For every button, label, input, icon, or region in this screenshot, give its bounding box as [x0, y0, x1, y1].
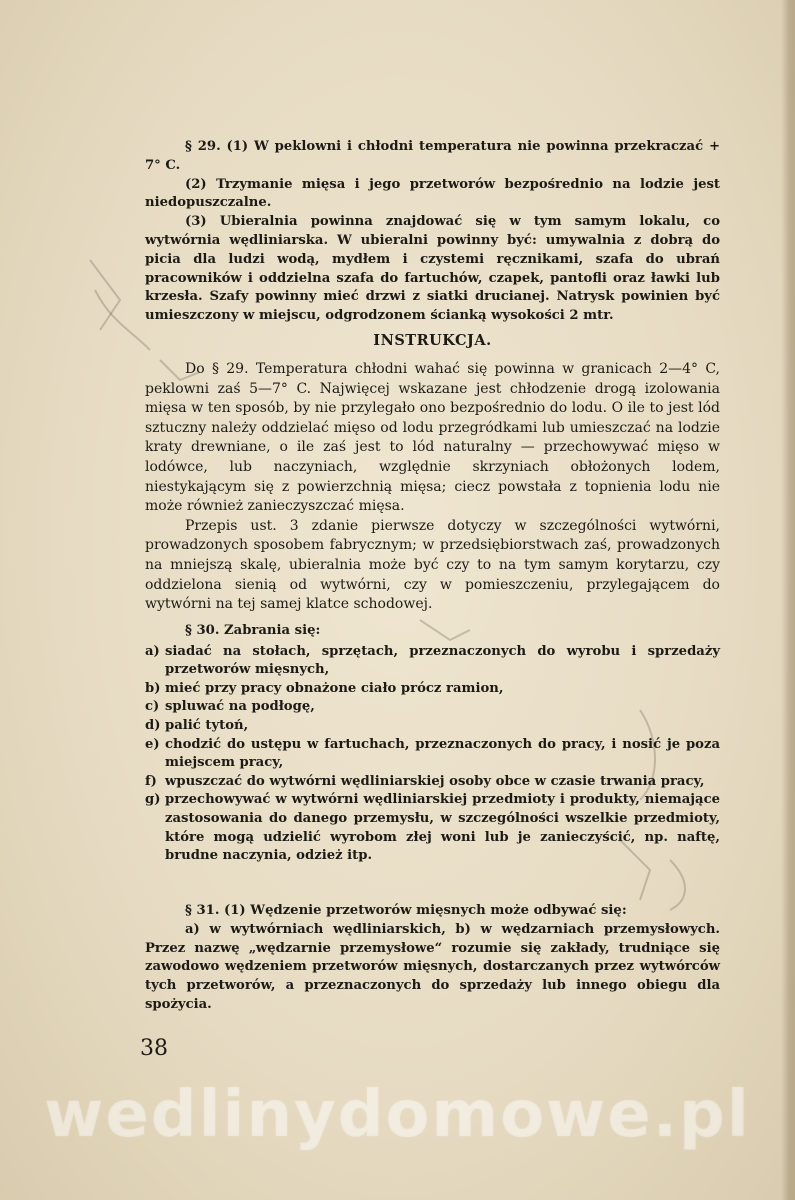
- list-item: [145, 717, 720, 736]
- list-item: [145, 680, 720, 699]
- list-item-letter: a): [145, 643, 160, 659]
- instrukcja-paragraph-2: Przepis ust. 3 zdanie pierwsze dotyczy w szczególności wytwórni, prowadzonych sposobem fabrycznym; w przedsiębiorstwach zaś, prowadzonych na mniejszą skalę, ubieralnia może być czy to na tym samym korytarzu, czy oddzielona sienią od wytwórni, czy w pomieszczeniu, przylegającem do wytwórni na tej samej klatce schodowej.: [145, 517, 720, 613]
- page-edge-shadow: [781, 0, 795, 1200]
- section-30: [145, 622, 720, 866]
- list-item: [145, 773, 720, 792]
- list-item-text: przechowywać w wytwórni wędliniarskiej przedmioty i produkty, niemające zastosowania do danego przemysłu, w szczególności wszelkie przedmioty, które mogą udzielić wyrobom złej woni lub je zanieczyścić, np. naftę, brudne naczynia, odzież itp.: [165, 792, 720, 864]
- section-29: [145, 138, 720, 326]
- list-item-text: mieć przy pracy obnażone ciało prócz ramion,: [165, 680, 504, 696]
- list-item: [145, 643, 720, 680]
- s31-paragraph-1: § 31. (1) Wędzenie przetworów mięsnych może odbywać się:: [185, 903, 627, 918]
- list-item-letter: c): [145, 699, 160, 715]
- list-item-text: spluwać na podłogę,: [165, 699, 315, 715]
- instrukcja-paragraph-1: Do § 29. Temperatura chłodni wahać się powinna w granicach 2—4° C, peklowni zaś 5—7° C. Najwięcej wskazane jest chłodzenie drogą izolowania mięsa w ten sposób, by nie przylegało ono bezpośrednio do lodu. O ile to jest lód sztuczny należy oddzielać mięso od lodu przegródkami lub umieszczać na lodzie kraty drewniane, o ile zaś jest to lód naturalny — przechowywać mięso w lodówce, lub naczyniach, względnie skrzyniach obłożonych lodem, niestykającym się z powierzchnią mięsa; ciecz powstała z topnienia lodu nie może również zanieczyszczać mięsa.: [145, 361, 720, 515]
- list-item: [145, 736, 720, 773]
- s31-paragraph-2: a) w wytwórniach wędliniarskich, b) w wędzarniach przemysłowych. Przez nazwę „wędzarnie przemysłowe“ rozumie się zakłady, trudniące się zawodowo wędzeniem przetworów mięsnych, dostarczanych przez wytwórców tych przetworów, a przeznaczonych do sprzedaży lub innego obiegu dla spożycia.: [145, 921, 720, 1012]
- s30-intro: § 30. Zabrania się:: [185, 623, 321, 638]
- list-item-text: siadać na stołach, sprzętach, przeznaczonych do wyrobu i sprzedaży przetworów mięsnych,: [165, 643, 720, 678]
- s29-paragraph-1: § 29. (1) W peklowni i chłodni temperatura nie powinna przekraczać + 7° C.: [145, 139, 720, 173]
- instrukcja-heading: INSTRUKCJA.: [373, 332, 492, 349]
- page-number: 38: [140, 1036, 168, 1061]
- list-item-letter: d): [145, 717, 161, 733]
- list-item-text: palić tytoń,: [165, 717, 249, 733]
- s29-paragraph-2: (2) Trzymanie mięsa i jego przetworów bezpośrednio na lodzie jest niedopuszczalne.: [145, 176, 720, 211]
- section-31: [145, 902, 720, 1015]
- watermark: wedlinydomowe.pl: [44, 1078, 751, 1152]
- s29-paragraph-3: (3) Ubieralnia powinna znajdować się w tym samym lokalu, co wytwórnia wędliniarska. W ubieralni powinny być: umywalnia z dobrą do picia dla ludzi wodą, mydłem i czystemi ręcznikami, szafa do ubrań pracowników i oddzielna szafa do fartuchów, czapek, pantofli oraz ławki lub krzesła. Szafy powinny mieć drzwi z siatki drucianej. Natrysk powinien być umieszczony w miejscu, odgrodzonem ścianką wysokości 2 mtr.: [145, 214, 720, 324]
- list-item-text: chodzić do ustępu w fartuchach, przeznaczonych do pracy, i nosić je poza miejscem pracy,: [165, 736, 720, 771]
- list-item-letter: b): [145, 680, 161, 696]
- list-item-letter: e): [145, 736, 160, 752]
- list-item-letter: g): [145, 792, 161, 808]
- list-item-letter: f): [145, 773, 157, 789]
- instrukcja-text: [145, 360, 720, 615]
- list-item: [145, 698, 720, 717]
- list-item-text: wpuszczać do wytwórni wędliniarskiej osoby obce w czasie trwania pracy,: [165, 773, 705, 789]
- list-item: [145, 791, 720, 865]
